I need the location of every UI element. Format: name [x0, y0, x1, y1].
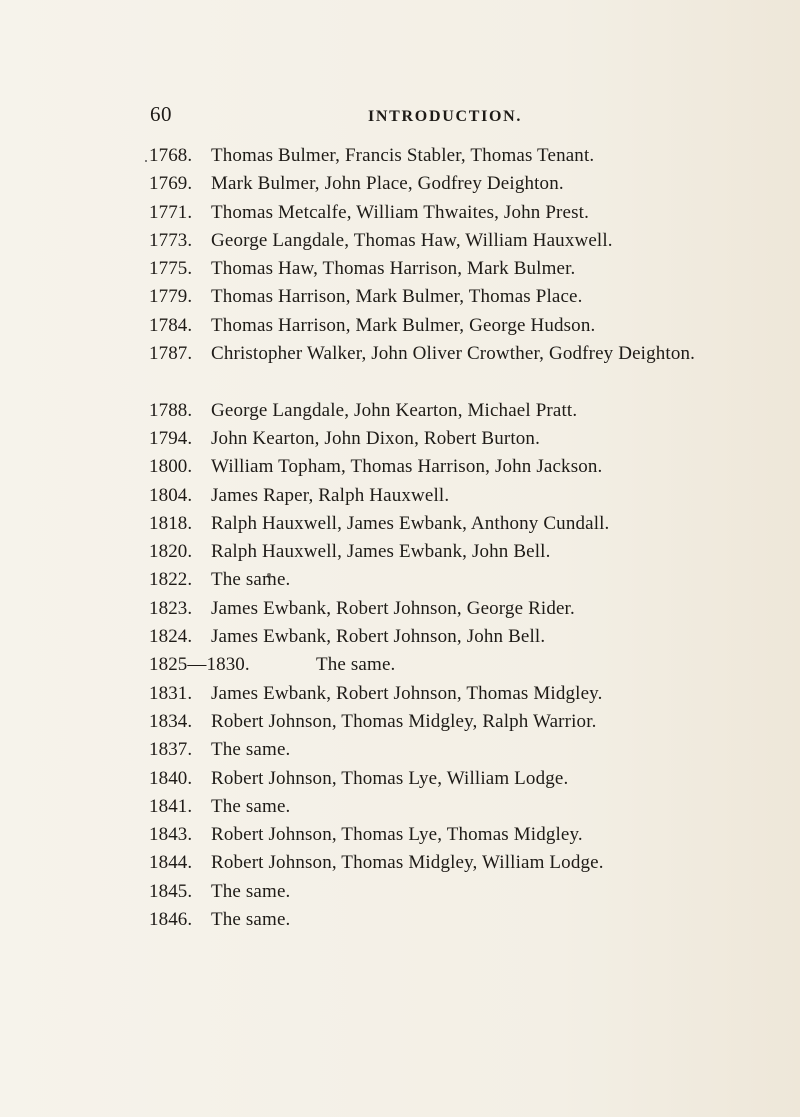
entry-names: Mark Bulmer, John Place, Godfrey Deighton. — [211, 173, 564, 195]
list-item — [149, 793, 781, 821]
list-item — [149, 765, 781, 793]
entry-names: The same. — [316, 654, 396, 676]
entry-year: 1834. — [149, 710, 193, 732]
entry-year: 1768. — [149, 142, 211, 170]
running-head: INTRODUCTION. — [368, 108, 523, 125]
list-item — [149, 227, 781, 255]
list-item — [149, 821, 781, 849]
entry-names: James Ewbank, Robert Johnson, George Rider. — [211, 597, 575, 619]
entry-year: 1846. — [149, 909, 193, 931]
entry-names: John Kearton, John Dixon, Robert Burton. — [211, 427, 540, 449]
entry-year: 1824. — [149, 626, 193, 648]
entry-names: Thomas Bulmer, Francis Stabler, Thomas Tenant. — [211, 145, 595, 166]
list-item — [149, 397, 781, 425]
entry-year: 1844. — [149, 852, 193, 874]
list-item — [149, 510, 781, 538]
entry-year: 1784. — [149, 314, 193, 336]
entry-year: 1787. — [149, 343, 193, 365]
entry-names: The same. — [211, 880, 291, 902]
entry-names: The same. — [211, 795, 291, 817]
entry-names: Robert Johnson, Thomas Lye, Thomas Midgley. — [211, 824, 583, 846]
entry-names: The same. — [211, 739, 291, 761]
entry-names: Christopher Walker, John Oliver Crowther, Godfrey Deighton. — [211, 343, 696, 365]
list-item — [149, 482, 781, 510]
entry-names: Thomas Haw, Thomas Harrison, Mark Bulmer. — [211, 258, 576, 280]
list-item — [149, 595, 781, 623]
entry-year: 1845. — [149, 880, 193, 902]
entry-year: 1773. — [149, 229, 193, 251]
entry-names: James Ewbank, Robert Johnson, John Bell. — [211, 626, 546, 648]
entry-year: 1804. — [149, 484, 193, 506]
entry-names: Thomas Metcalfe, William Thwaites, John Prest. — [211, 201, 589, 223]
list-item — [149, 651, 781, 679]
list-item — [149, 255, 781, 283]
list-item — [149, 199, 781, 227]
entry-year: 1843. — [149, 824, 193, 846]
list-item — [149, 566, 781, 594]
entry-year: 1794. — [149, 427, 193, 449]
entry-names: James Raper, Ralph Hauxwell. — [211, 484, 450, 506]
list-item — [149, 708, 781, 736]
entry-names: James Ewbank, Robert Johnson, Thomas Midgley. — [211, 682, 603, 704]
list-item — [149, 906, 781, 934]
entry-year: 1769. — [149, 173, 193, 195]
list-item — [149, 878, 781, 906]
entry-names: Robert Johnson, Thomas Midgley, William Lodge. — [211, 852, 604, 874]
entry-year: 1831. — [149, 682, 193, 704]
entry-year-range: 1825—1830. — [149, 654, 250, 676]
entry-names: George Langdale, Thomas Haw, William Hauxwell. — [211, 229, 613, 251]
list-item — [149, 312, 781, 340]
churchwardens-list — [149, 142, 781, 934]
list-item — [149, 142, 781, 170]
entry-year: 1788. — [149, 399, 193, 421]
entry-names: George Langdale, John Kearton, Michael Pratt. — [211, 399, 578, 421]
entry-year: 1775. — [149, 258, 193, 280]
list-item — [149, 340, 781, 397]
entry-year: 1822. — [149, 569, 193, 591]
entry-year: 1771. — [149, 201, 193, 223]
entry-names: Robert Johnson, Thomas Midgley, Ralph Warrior. — [211, 710, 597, 732]
list-item — [149, 425, 781, 453]
entry-year: 1820. — [149, 541, 193, 563]
entry-names: Robert Johnson, Thomas Lye, William Lodge. — [211, 767, 569, 789]
entry-year: 1818. — [149, 512, 193, 534]
entry-year: 1837. — [149, 739, 193, 761]
entry-names: Ralph Hauxwell, James Ewbank, Anthony Cundall. — [211, 512, 610, 534]
list-item — [149, 680, 781, 708]
list-item — [149, 538, 781, 566]
entry-names: The same. — [211, 909, 291, 931]
list-item — [149, 849, 781, 877]
entry-year: 1840. — [149, 767, 193, 789]
list-item — [149, 623, 781, 651]
list-item — [149, 170, 781, 198]
entry-year: 1823. — [149, 597, 193, 619]
list-item — [149, 736, 781, 764]
entry-year: 1800. — [149, 456, 193, 478]
entry-names: Thomas Harrison, Mark Bulmer, Thomas Place. — [211, 286, 583, 308]
list-item — [149, 283, 781, 311]
entry-year: 1779. — [149, 286, 193, 308]
entry-names: William Topham, Thomas Harrison, John Jackson. — [211, 456, 603, 478]
entry-names: Thomas Harrison, Mark Bulmer, George Hudson. — [211, 314, 596, 336]
entry-names: The same. — [211, 569, 291, 591]
entry-year: 1841. — [149, 795, 193, 817]
entry-names: Ralph Hauxwell, James Ewbank, John Bell. — [211, 541, 551, 563]
list-item — [149, 453, 781, 481]
page-number: 60 — [150, 102, 172, 126]
